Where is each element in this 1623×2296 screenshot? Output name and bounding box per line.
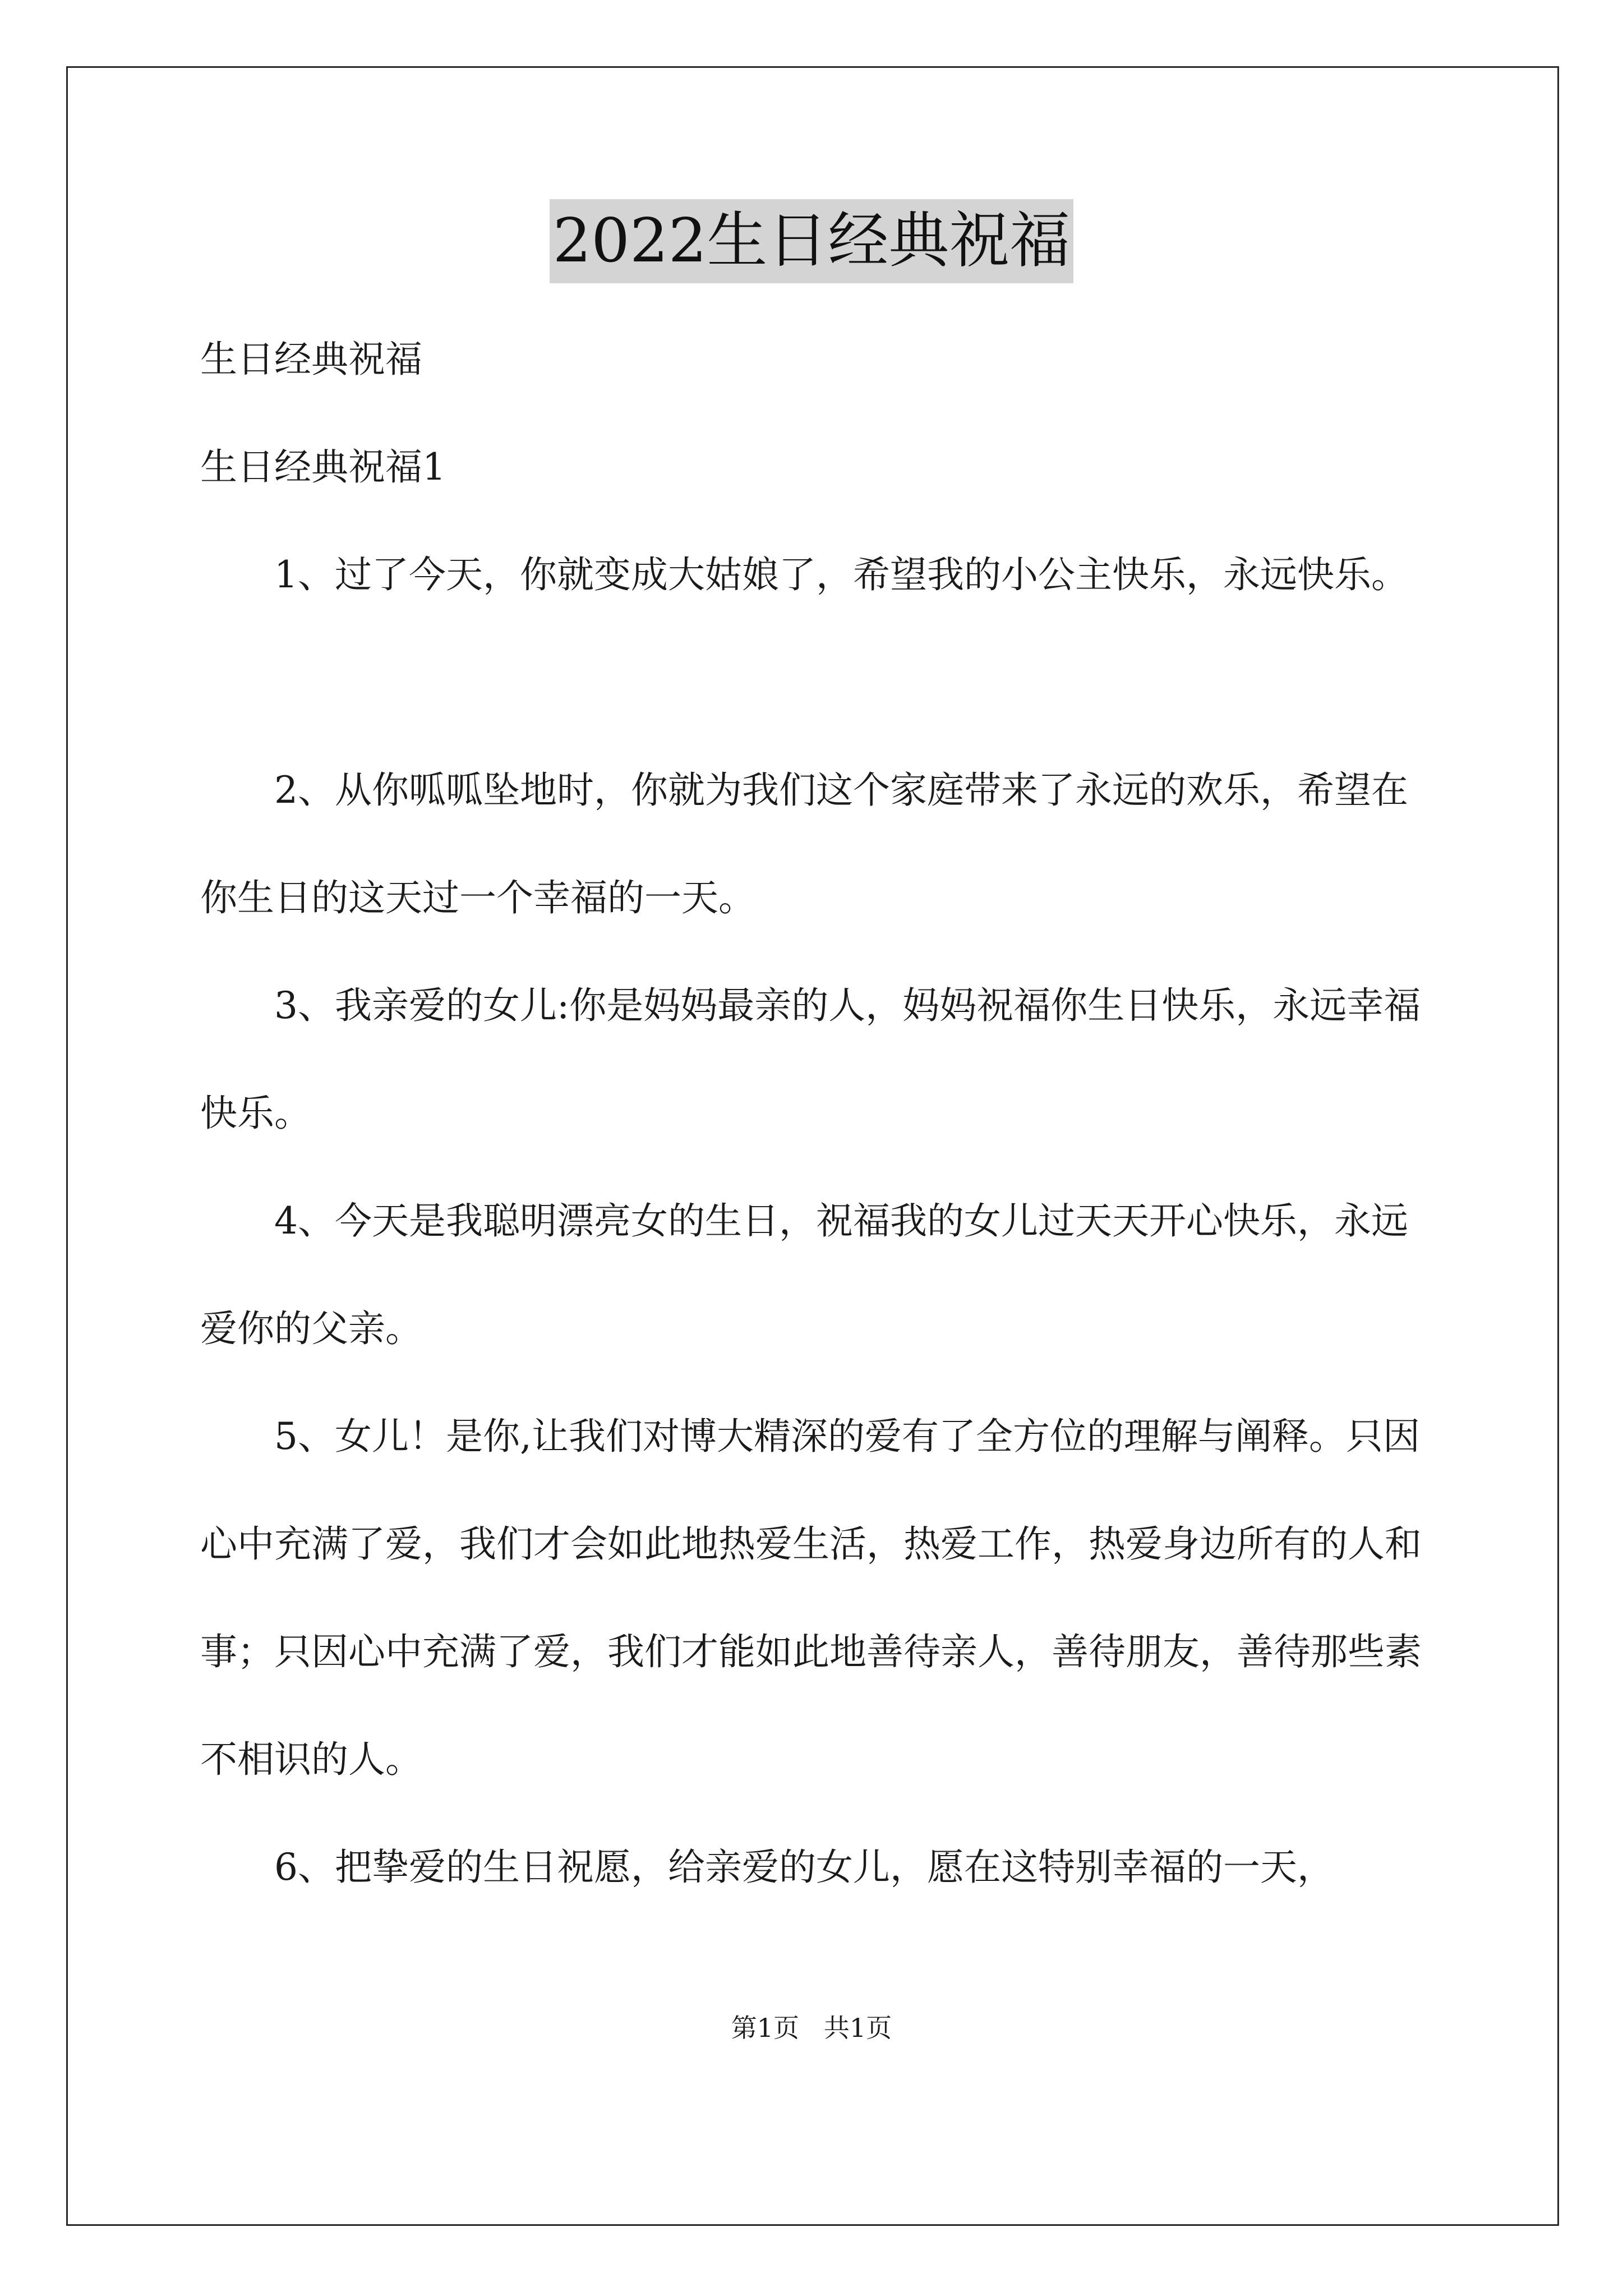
paragraph: 4、今天是我聪明漂亮女的生日，祝福我的女儿过天天开心快乐，永远爱你的父亲。 bbox=[200, 1199, 1408, 1350]
paragraph: 1、过了今天，你就变成大姑娘了，希望我的小公主快乐，永远快乐。 bbox=[274, 553, 1408, 596]
paragraph: 2、从你呱呱坠地时，你就为我们这个家庭带来了永远的欢乐，希望在你生日的这天过一个幸福的一天。 bbox=[200, 769, 1408, 919]
title-container bbox=[0, 199, 1623, 283]
paragraph: 3、我亲爱的女儿:你是妈妈最亲的人，妈妈祝福你生日快乐，永远幸福快乐。 bbox=[200, 984, 1421, 1135]
paragraph: 生日经典祝福1 bbox=[200, 445, 446, 489]
paragraph: 5、女儿！是你,让我们对博大精深的爱有了全方位的理解与阐释。只因心中充满了爱，我们才会如此地热爱生活，热爱工作，热爱身边所有的人和事；只因心中充满了爱，我们才能如此地善待亲人，善待朋友，善待那些素不相识的人。 bbox=[200, 1415, 1422, 1781]
document-body bbox=[200, 306, 1434, 1921]
paragraph: 6、把挚爱的生日祝愿，给亲爱的女儿，愿在这特别幸福的一天， bbox=[274, 1846, 1334, 1889]
document-title: 2022生日经典祝福 bbox=[550, 199, 1074, 283]
page-footer: 第1页 共1页 bbox=[731, 2013, 892, 2043]
paragraph: 生日经典祝福 bbox=[200, 338, 422, 381]
